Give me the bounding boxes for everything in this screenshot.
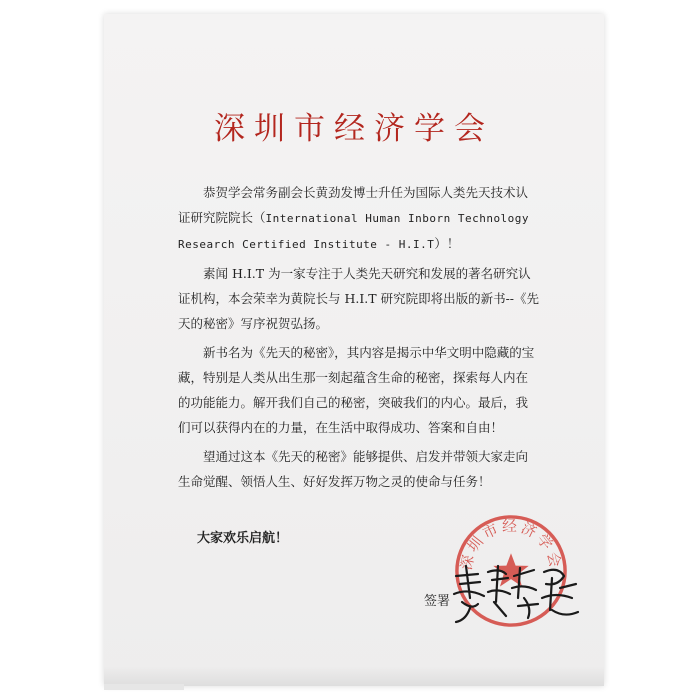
signature-label: 签署 xyxy=(424,594,451,609)
paragraph-1-text: 恭贺学会常务副会长黄劲发博士升任为国际人类先天技术认证研究院院长（ xyxy=(178,185,529,225)
paragraph-introduction: 素闻 H.I.T 为一家专注于人类先天研究和发展的著名研究认证机构，本会荣幸为黄院长与 H.I.T 研究院即将出版的新书--《先天的秘密》写序祝贺弘扬。 xyxy=(178,266,540,331)
svg-text:深圳市经济学会: 深圳市经济学会 xyxy=(457,518,565,572)
paragraph-book-content: 新书名为《先天的秘密》，其内容是揭示中华文明中隐藏的宝藏，特别是人类从出生那一刻起蕴含生命的秘密，探索每人内在的功能能力。解开我们自己的秘密，突破我们的内心。最后，我们可以获得内在的力量，在生活中取得成功、答案和自由！ xyxy=(178,345,535,435)
closing-line: 大家欢乐启航！ xyxy=(197,531,289,546)
paragraph-congratulations xyxy=(178,180,540,257)
letter-body xyxy=(178,180,540,494)
scan-edge-strip xyxy=(104,684,184,690)
handwritten-signature xyxy=(448,558,588,628)
letter-title: 深圳市经济学会 xyxy=(214,111,494,147)
paragraph-wishes: 望通过这本《先天的秘密》能够提供、启发并带领大家走向生命觉醒、领悟人生、好好发挥万物之灵的使命与任务！ xyxy=(178,449,529,489)
institute-english-name: International Human Inborn Technology Research Certified Institute - H.I.T xyxy=(178,212,530,251)
paragraph-1-end: ）！ xyxy=(434,236,460,251)
